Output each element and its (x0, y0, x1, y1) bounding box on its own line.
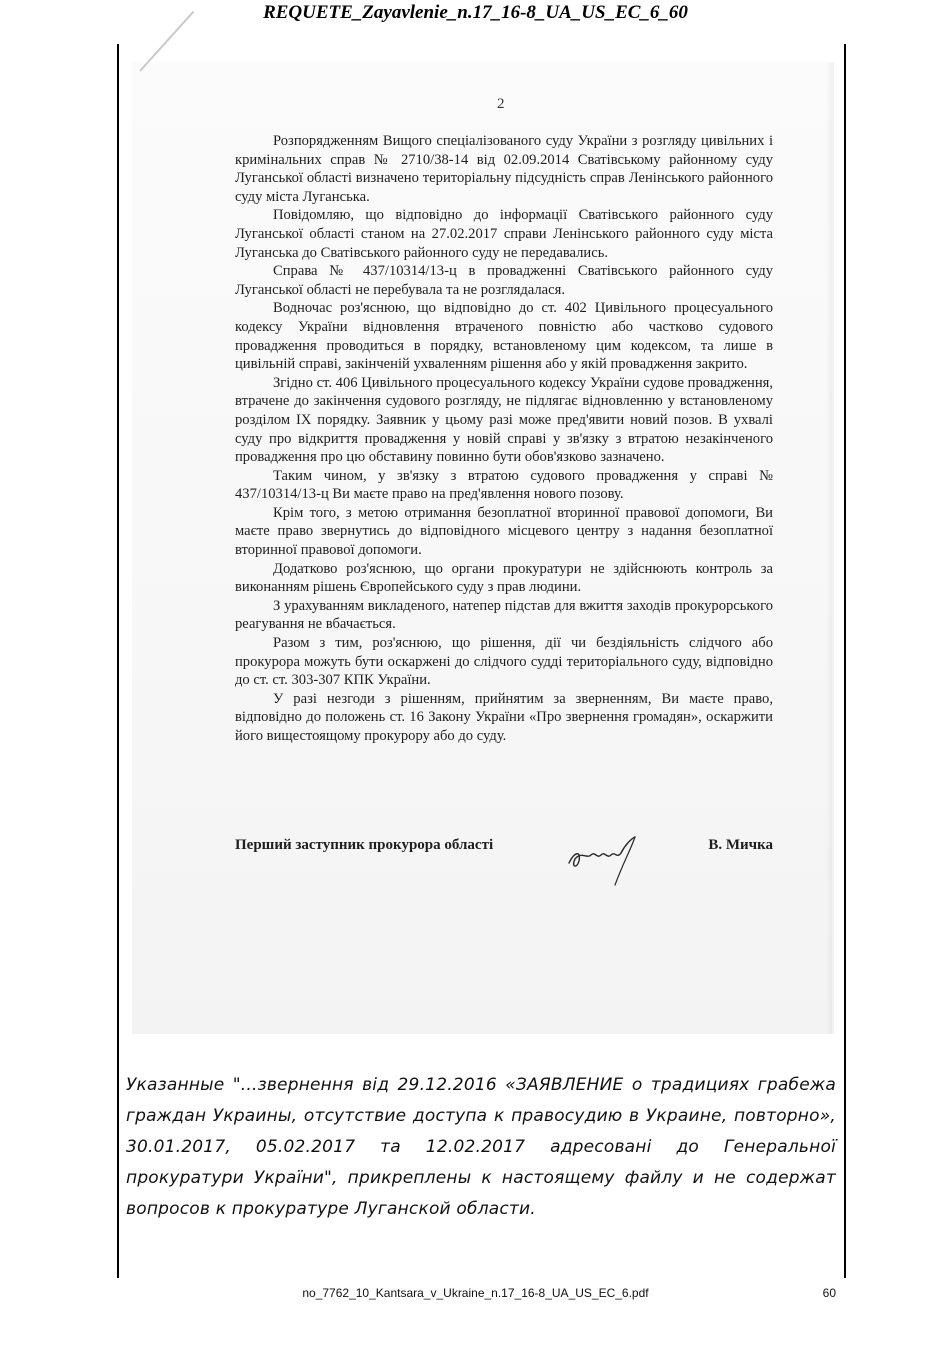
letter-paragraph: Додатково роз'яснюю, що органи прокуратури не здійснюють контроль за виконанням рішень Європейського суду з прав людини. (235, 560, 773, 596)
letter-paragraph: Повідомляю, що відповідно до інформації Сватівського районного суду Луганської області станом на 27.02.2017 справи Ленінського районного суду міста Луганська до Сватівського районного суду не передавались. (235, 207, 773, 261)
letter-page-number: 2 (497, 96, 505, 112)
footer-page-number: 60 (822, 1286, 836, 1300)
annotation-note: Указанные "...звернення від 29.12.2016 «ЗАЯВЛЕНИЕ о традициях грабежа граждан Украины, отсутствие доступа к правосудию в Украине, повторно», 30.01.2017, 05.02.2017 та 12.02.2017 адресовані до Генеральної прокуратури України", прикреплены к настоящему файлу и не содержат вопросов к прокуратуре Луганской области. (126, 1075, 836, 1219)
letter-paragraph: З урахуванням викладеного, натепер підстав для вжиття заходів прокурорського реагування не вбачається. (235, 597, 773, 633)
letter-paragraph: У разі незгоди з рішенням, прийнятим за зверненням, Ви маєте право, відповідно до положень ст. 16 Закону України «Про звернення громадян», оскаржити його вищестоящому прокурору або до суду. (235, 690, 773, 744)
document-header-title: REQUETE_Zayavlenie_n.17_16-8_UA_US_EC_6_60 (263, 2, 688, 23)
footer-filename: no_7762_10_Kantsara_v_Ukraine_n.17_16-8_UA_US_EC_6.pdf (302, 1286, 649, 1300)
scan-edge-shadow (826, 62, 834, 1034)
signatory-name: В. Мичка (708, 837, 773, 853)
letter-paragraph: Крім того, з метою отримання безоплатної вторинної правової допомоги, Ви маєте право звернутись до відповідного місцевого центру з надання безоплатної вторинної правової допомоги. (235, 504, 773, 559)
letter-body (235, 132, 773, 746)
left-border-line (117, 44, 119, 1278)
letter-paragraph: Водночас роз'яснюю, що відповідно до ст. 402 Цивільного процесуального кодексу України відновлення втраченого повністю або частково судового провадження проводиться в порядку, встановленому цим кодексом, та лише в цивільній справі, закінченій ухваленням рішення або у якій провадження закрито. (235, 300, 773, 373)
letter-paragraph: Таким чином, у зв'язку з втратою судового провадження у справі № 437/10314/13-ц Ви маєте право на пред'явлення нового позову. (235, 467, 773, 503)
letter-paragraph: Справа № 437/10314/13-ц в провадженні Сватівського районного суду Луганської області не перебувала та не розглядалася. (235, 263, 773, 298)
right-border-line (844, 44, 846, 1278)
signatory-title: Перший заступник прокурора області (235, 837, 494, 853)
letter-paragraph: Згідно ст. 406 Цивільного процесуального кодексу України судове провадження, втрачене до закінчення судового розгляду, не підлягає відновленню у встановленому розділом IX порядку. Заявник у цьому разі може пред'явити новий позов. В ухвалі суду про відкриття провадження у новій справі у зв'язку з втратою незакінченого провадження про цю обставину повинно бути обов'язково зазначено. (235, 374, 773, 466)
signature-block (235, 837, 773, 877)
letter-paragraph: Розпорядженням Вищого спеціалізованого суду України з розгляду цивільних і кримінальних справ № 2710/38-14 від 02.09.2014 Сватівському районному суду Луганської області визначено територіальну підсудність справ Ленінського районного суду міста Луганська. (235, 133, 773, 205)
letter-paragraph: Разом з тим, роз'яснюю, що рішення, дії чи бездіяльність слідчого або прокурора можуть бути оскаржені до слідчого судді територіального суду, відповідно до ст. ст. 303-307 КПК України. (235, 635, 773, 689)
handwritten-signature (565, 829, 645, 889)
